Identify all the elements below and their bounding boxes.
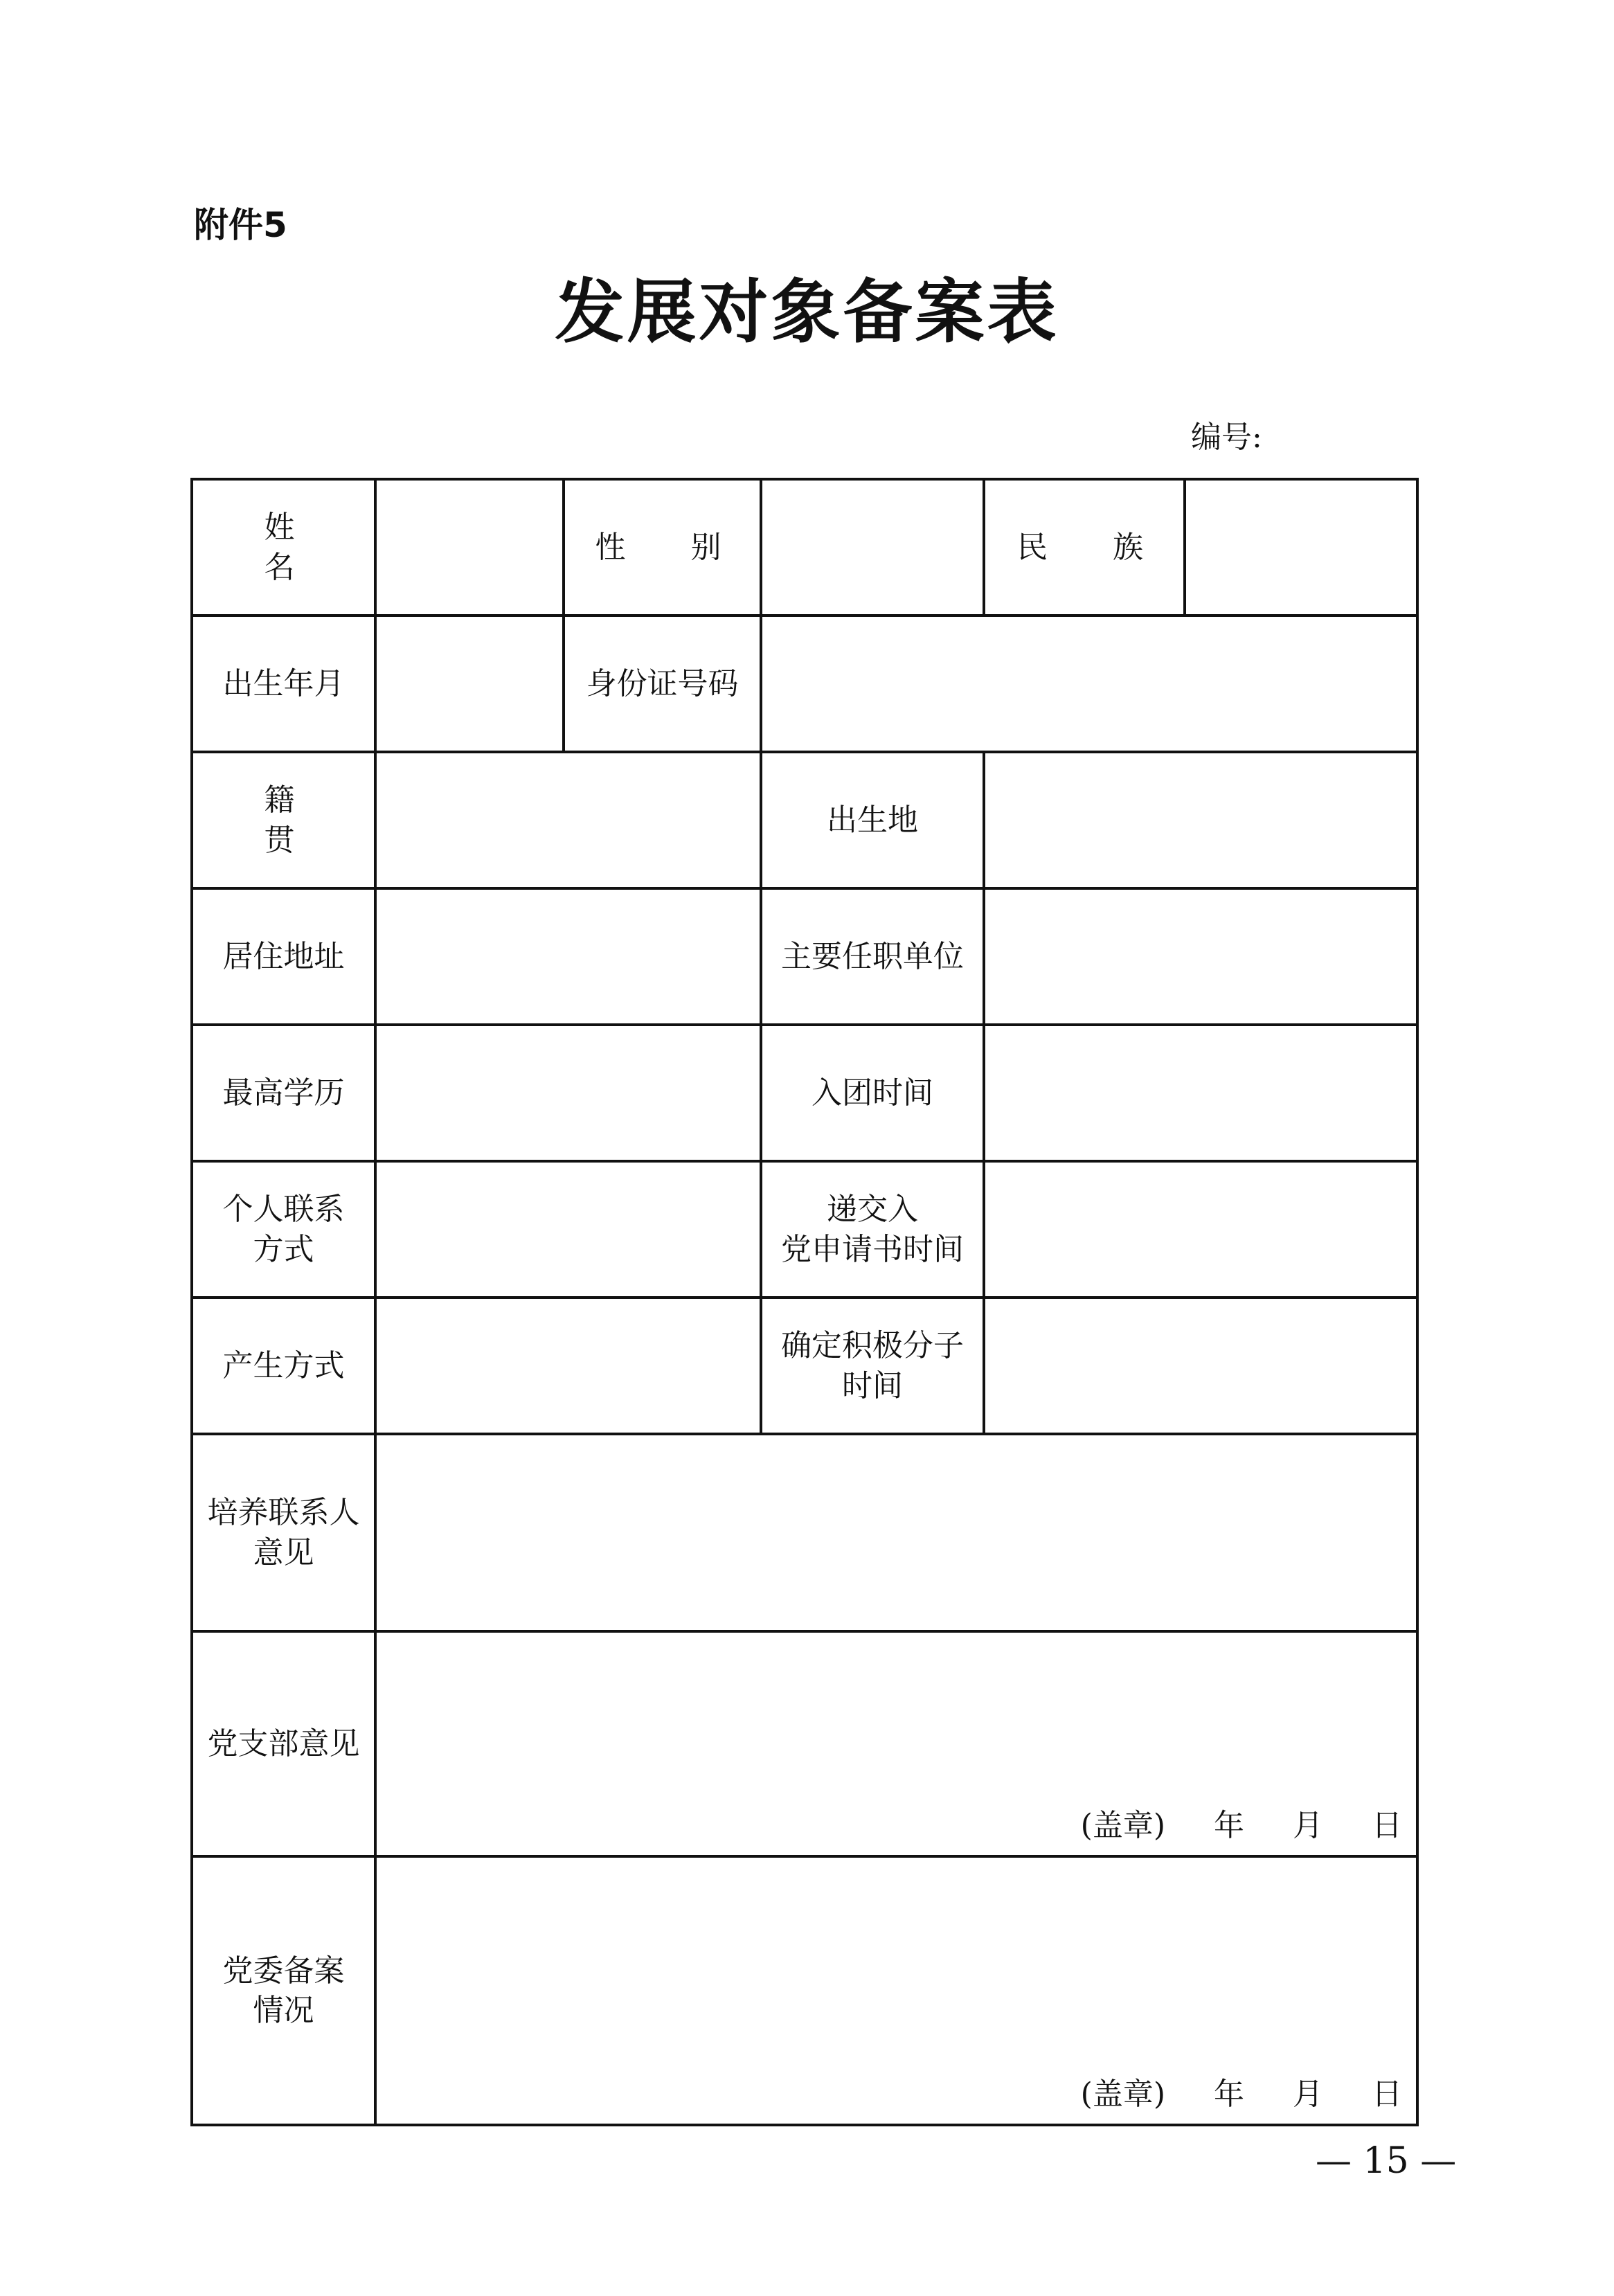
name-field[interactable]: [375, 479, 564, 616]
residence-label: 居住地址: [192, 888, 375, 1025]
mentor-opinion-field[interactable]: [375, 1434, 1417, 1631]
attachment-label: 附件5: [194, 205, 287, 245]
selection-method-field[interactable]: [375, 1298, 761, 1434]
activist-date-label-line2: 时间: [842, 1367, 903, 1403]
row-contact: [192, 1161, 1417, 1298]
activist-date-field[interactable]: [984, 1298, 1417, 1434]
committee-filing-label-line1: 党委备案: [222, 1953, 345, 1989]
id-number-label: 身份证号码: [564, 616, 761, 752]
row-committee-filing: [192, 1856, 1417, 2125]
filing-form-table: [190, 478, 1419, 2126]
selection-method-label: 产生方式: [192, 1298, 375, 1434]
committee-month-label: 月: [1293, 2076, 1323, 2112]
mentor-opinion-label-line1: 培养联系人: [207, 1495, 360, 1531]
league-join-date-label: 入团时间: [761, 1025, 984, 1161]
residence-field[interactable]: [375, 888, 761, 1025]
row-native-place: [192, 752, 1417, 888]
name-label: 姓 名: [192, 479, 375, 616]
contact-label-line2: 方式: [253, 1231, 314, 1267]
committee-stamp-line: [1032, 2074, 1402, 2114]
contact-field[interactable]: [375, 1161, 761, 1298]
branch-stamp-line: [1032, 1806, 1402, 1845]
row-mentor-opinion: [192, 1434, 1417, 1631]
employer-label: 主要任职单位: [761, 888, 984, 1025]
ethnicity-label: 民 族: [984, 479, 1185, 616]
committee-day-label: 日: [1372, 2076, 1402, 2112]
committee-filing-label-line2: 情况: [253, 1993, 314, 2028]
row-branch-opinion: [192, 1631, 1417, 1856]
birth-date-field[interactable]: [375, 616, 564, 752]
row-education: [192, 1025, 1417, 1161]
committee-filing-label: [192, 1856, 375, 2125]
mentor-opinion-label-line2: 意见: [253, 1534, 314, 1570]
id-number-field[interactable]: [761, 616, 1417, 752]
birthplace-label: 出生地: [761, 752, 984, 888]
branch-day-label: 日: [1372, 1807, 1402, 1843]
branch-month-label: 月: [1293, 1807, 1323, 1843]
branch-seal-label: (盖章): [1080, 1807, 1165, 1843]
native-place-label: 籍 贯: [192, 752, 375, 888]
branch-opinion-field[interactable]: [375, 1631, 1417, 1856]
contact-label: [192, 1161, 375, 1298]
committee-seal-label: (盖章): [1080, 2076, 1165, 2112]
education-field[interactable]: [375, 1025, 761, 1161]
row-residence: [192, 888, 1417, 1025]
birth-date-label: 出生年月: [192, 616, 375, 752]
mentor-opinion-label: [192, 1434, 375, 1631]
application-date-label: [761, 1161, 984, 1298]
application-date-label-line1: 递交入: [827, 1192, 918, 1228]
committee-filing-field[interactable]: [375, 1856, 1417, 2125]
form-title: 发展对象备案表: [555, 271, 1059, 352]
employer-field[interactable]: [984, 888, 1417, 1025]
education-label: 最高学历: [192, 1025, 375, 1161]
serial-number-label: 编号:: [1191, 420, 1262, 455]
branch-opinion-label: 党支部意见: [192, 1631, 375, 1856]
row-selection: [192, 1298, 1417, 1434]
activist-date-label-line1: 确定积极分子: [781, 1328, 964, 1364]
application-date-field[interactable]: [984, 1161, 1417, 1298]
ethnicity-field[interactable]: [1185, 479, 1417, 616]
application-date-label-line2: 党申请书时间: [781, 1231, 964, 1267]
league-join-date-field[interactable]: [984, 1025, 1417, 1161]
row-birth: [192, 616, 1417, 752]
native-place-field[interactable]: [375, 752, 761, 888]
contact-label-line1: 个人联系: [222, 1192, 345, 1228]
page-number: — 15 —: [1316, 2140, 1457, 2182]
row-name: [192, 479, 1417, 616]
gender-label: 性 别: [564, 479, 761, 616]
branch-year-label: 年: [1214, 1807, 1244, 1843]
committee-year-label: 年: [1214, 2076, 1244, 2112]
birthplace-field[interactable]: [984, 752, 1417, 888]
activist-date-label: [761, 1298, 984, 1434]
gender-field[interactable]: [761, 479, 984, 616]
